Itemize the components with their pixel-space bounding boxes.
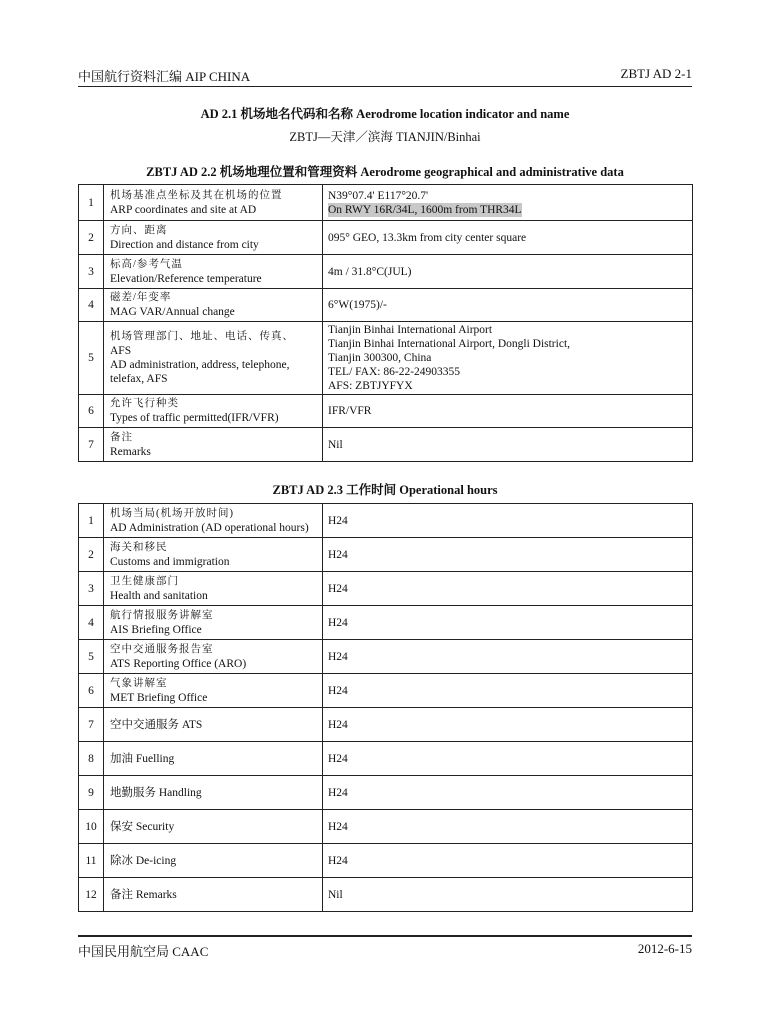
item-label: 备注 Remarks	[104, 428, 323, 462]
item-label: 航行情报服务讲解室 AIS Briefing Office	[104, 606, 323, 640]
item-label: 卫生健康部门 Health and sanitation	[104, 572, 323, 606]
row-number: 1	[79, 504, 104, 538]
item-value: 6°W(1975)/-	[323, 289, 693, 322]
item-label: 地勤服务 Handling	[104, 776, 323, 810]
item-value: N39°07.4' E117°20.7' On RWY 16R/34L, 1600m from THR34L	[323, 185, 693, 221]
table-row	[79, 221, 693, 255]
item-value: H24	[323, 776, 693, 810]
item-value: H24	[323, 538, 693, 572]
aerodrome-data-table	[78, 184, 693, 462]
table-row	[79, 428, 693, 462]
item-label: 标高/参考气温 Elevation/Reference temperature	[104, 255, 323, 289]
table-row	[79, 844, 693, 878]
section-2-1-subtitle: ZBTJ—天津／滨海 TIANJIN/Binhai	[289, 130, 481, 144]
item-value: 4m / 31.8°C(JUL)	[323, 255, 693, 289]
row-number: 5	[79, 322, 104, 395]
row-number: 7	[79, 708, 104, 742]
item-label: 机场管理部门、地址、电话、传真、 AFS AD administration, address, telephone, telefax, AFS	[104, 322, 323, 395]
item-value: H24	[323, 606, 693, 640]
row-number: 7	[79, 428, 104, 462]
item-value: H24	[323, 504, 693, 538]
table-row	[79, 538, 693, 572]
item-value: H24	[323, 572, 693, 606]
row-number: 4	[79, 289, 104, 322]
operational-hours-table	[78, 503, 693, 912]
table-row	[79, 878, 693, 912]
row-number: 3	[79, 572, 104, 606]
row-number: 6	[79, 395, 104, 428]
item-value: H24	[323, 640, 693, 674]
table-row	[79, 255, 693, 289]
footer-date: 2012-6-15	[637, 941, 692, 956]
section-2-3-title: ZBTJ AD 2.3 工作时间 Operational hours	[272, 483, 498, 497]
row-number: 2	[79, 538, 104, 572]
item-label: 气象讲解室 MET Briefing Office	[104, 674, 323, 708]
page-footer	[78, 935, 692, 957]
item-value: H24	[323, 742, 693, 776]
row-number: 6	[79, 674, 104, 708]
header-page-id: ZBTJ AD 2-1	[620, 66, 692, 81]
item-value: 095° GEO, 13.3km from city center square	[323, 221, 693, 255]
item-value: IFR/VFR	[323, 395, 693, 428]
table-row	[79, 708, 693, 742]
row-number: 10	[79, 810, 104, 844]
row-number: 1	[79, 185, 104, 221]
row-number: 5	[79, 640, 104, 674]
item-label: 空中交通服务 ATS	[104, 708, 323, 742]
item-label: 允许飞行种类 Types of traffic permitted(IFR/VFR)	[104, 395, 323, 428]
row-number: 2	[79, 221, 104, 255]
item-label: 空中交通服务报告室 ATS Reporting Office (ARO)	[104, 640, 323, 674]
item-value: H24	[323, 708, 693, 742]
item-label: 海关和移民 Customs and immigration	[104, 538, 323, 572]
table-row	[79, 185, 693, 221]
row-number: 3	[79, 255, 104, 289]
section-2-2-title: ZBTJ AD 2.2 机场地理位置和管理资料 Aerodrome geographical and administrative data	[146, 165, 624, 179]
item-label: 磁差/年变率 MAG VAR/Annual change	[104, 289, 323, 322]
item-label: 方向、距离 Direction and distance from city	[104, 221, 323, 255]
table-row	[79, 572, 693, 606]
table-row	[79, 395, 693, 428]
item-value: Tianjin Binhai International Airport Tianjin Binhai International Airport, Dongli District, Tianjin 300300, China TEL/ FAX: 86-22-24903355 AFS: ZBTJYFYX	[323, 322, 693, 395]
item-value: H24	[323, 810, 693, 844]
row-number: 8	[79, 742, 104, 776]
table-row	[79, 776, 693, 810]
item-label: 保安 Security	[104, 810, 323, 844]
table-row	[79, 640, 693, 674]
item-label: 机场基准点坐标及其在机场的位置 ARP coordinates and site at AD	[104, 185, 323, 221]
header-publication: 中国航行资料汇编 AIP CHINA	[78, 69, 251, 84]
item-value: Nil	[323, 428, 693, 462]
section-2-1-title: AD 2.1 机场地名代码和名称 Aerodrome location indicator and name	[200, 107, 570, 121]
table-row	[79, 742, 693, 776]
item-label: 除冰 De-icing	[104, 844, 323, 878]
footer-authority: 中国民用航空局 CAAC	[78, 944, 209, 959]
table-row	[79, 504, 693, 538]
table-row	[79, 674, 693, 708]
table-row	[79, 322, 693, 395]
table-row	[79, 810, 693, 844]
item-value: H24	[323, 844, 693, 878]
page-header	[78, 66, 692, 87]
highlighted-value: On RWY 16R/34L, 1600m from THR34L	[328, 203, 522, 216]
table-row	[79, 606, 693, 640]
row-number: 9	[79, 776, 104, 810]
table-row	[79, 289, 693, 322]
item-label: 备注 Remarks	[104, 878, 323, 912]
row-number: 4	[79, 606, 104, 640]
item-label: 加油 Fuelling	[104, 742, 323, 776]
item-label: 机场当局(机场开放时间) AD Administration (AD operational hours)	[104, 504, 323, 538]
row-number: 12	[79, 878, 104, 912]
item-value: Nil	[323, 878, 693, 912]
row-number: 11	[79, 844, 104, 878]
item-value: H24	[323, 674, 693, 708]
